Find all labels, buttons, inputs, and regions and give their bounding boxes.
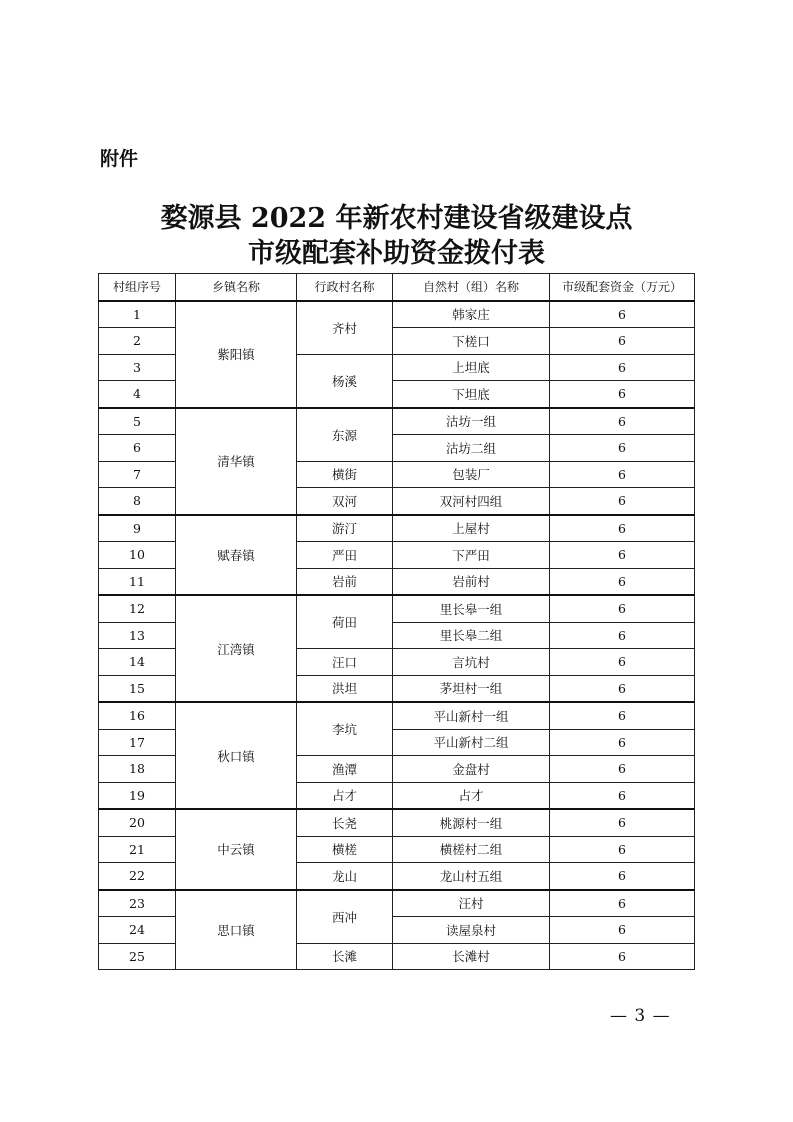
cell-serial-no: 21	[99, 836, 176, 863]
cell-funds: 6	[550, 408, 695, 435]
cell-township: 清华镇	[176, 408, 297, 515]
cell-serial-no: 14	[99, 649, 176, 676]
table-body	[99, 301, 695, 970]
cell-admin-village: 杨溪	[297, 354, 393, 408]
cell-funds: 6	[550, 568, 695, 595]
cell-natural-village: 平山新村一组	[393, 702, 550, 729]
cell-funds: 6	[550, 381, 695, 408]
attachment-label: 附件	[100, 148, 139, 170]
cell-natural-village: 沽坊一组	[393, 408, 550, 435]
cell-natural-village: 茅坦村一组	[393, 675, 550, 702]
cell-serial-no: 4	[99, 381, 176, 408]
header-serial-no: 村组序号	[99, 274, 176, 301]
cell-serial-no: 19	[99, 782, 176, 809]
cell-natural-village: 上坦底	[393, 354, 550, 381]
cell-serial-no: 10	[99, 542, 176, 569]
cell-admin-village: 齐村	[297, 301, 393, 355]
cell-funds: 6	[550, 836, 695, 863]
cell-admin-village: 占才	[297, 782, 393, 809]
cell-natural-village: 桃源村一组	[393, 809, 550, 836]
cell-admin-village: 龙山	[297, 863, 393, 890]
cell-funds: 6	[550, 890, 695, 917]
cell-admin-village: 游汀	[297, 515, 393, 542]
cell-funds: 6	[550, 542, 695, 569]
table-row	[99, 809, 695, 836]
cell-admin-village: 李坑	[297, 702, 393, 756]
cell-funds: 6	[550, 809, 695, 836]
cell-township: 思口镇	[176, 890, 297, 970]
cell-funds: 6	[550, 756, 695, 783]
cell-serial-no: 20	[99, 809, 176, 836]
header-row	[99, 274, 695, 301]
cell-funds: 6	[550, 649, 695, 676]
table-row	[99, 595, 695, 622]
document-title-line-1: 婺源县 2022 年新农村建设省级建设点	[160, 203, 633, 234]
cell-admin-village: 汪口	[297, 649, 393, 676]
document-title-line-2: 市级配套补助资金拨付表	[248, 238, 545, 269]
cell-funds: 6	[550, 863, 695, 890]
table-row	[99, 890, 695, 917]
cell-admin-village: 严田	[297, 542, 393, 569]
cell-natural-village: 里长皋一组	[393, 595, 550, 622]
cell-funds: 6	[550, 917, 695, 944]
cell-township: 江湾镇	[176, 595, 297, 702]
cell-funds: 6	[550, 515, 695, 542]
cell-township: 中云镇	[176, 809, 297, 890]
cell-natural-village: 读屋泉村	[393, 917, 550, 944]
cell-serial-no: 3	[99, 354, 176, 381]
cell-serial-no: 13	[99, 622, 176, 649]
cell-township: 秋口镇	[176, 702, 297, 809]
cell-funds: 6	[550, 354, 695, 381]
cell-natural-village: 沽坊二组	[393, 435, 550, 462]
cell-serial-no: 12	[99, 595, 176, 622]
cell-funds: 6	[550, 301, 695, 328]
cell-natural-village: 下坦底	[393, 381, 550, 408]
cell-serial-no: 5	[99, 408, 176, 435]
cell-natural-village: 双河村四组	[393, 488, 550, 515]
cell-funds: 6	[550, 435, 695, 462]
cell-admin-village: 岩前	[297, 568, 393, 595]
table-header	[99, 274, 695, 301]
cell-natural-village: 占才	[393, 782, 550, 809]
cell-natural-village: 下严田	[393, 542, 550, 569]
cell-funds: 6	[550, 702, 695, 729]
page-number: — 3 —	[610, 1006, 671, 1026]
cell-serial-no: 18	[99, 756, 176, 783]
cell-funds: 6	[550, 675, 695, 702]
cell-funds: 6	[550, 943, 695, 970]
cell-natural-village: 岩前村	[393, 568, 550, 595]
cell-serial-no: 24	[99, 917, 176, 944]
cell-funds: 6	[550, 595, 695, 622]
table-row	[99, 702, 695, 729]
cell-funds: 6	[550, 461, 695, 488]
cell-admin-village: 双河	[297, 488, 393, 515]
cell-natural-village: 里长皋二组	[393, 622, 550, 649]
cell-serial-no: 23	[99, 890, 176, 917]
cell-natural-village: 韩家庄	[393, 301, 550, 328]
cell-serial-no: 11	[99, 568, 176, 595]
cell-natural-village: 下槎口	[393, 328, 550, 355]
cell-admin-village: 西冲	[297, 890, 393, 944]
cell-serial-no: 1	[99, 301, 176, 328]
cell-serial-no: 15	[99, 675, 176, 702]
cell-serial-no: 2	[99, 328, 176, 355]
cell-natural-village: 长滩村	[393, 943, 550, 970]
cell-admin-village: 洪坦	[297, 675, 393, 702]
cell-natural-village: 龙山村五组	[393, 863, 550, 890]
cell-admin-village: 东源	[297, 408, 393, 462]
cell-admin-village: 横街	[297, 461, 393, 488]
cell-township: 赋春镇	[176, 515, 297, 596]
cell-natural-village: 汪村	[393, 890, 550, 917]
cell-natural-village: 金盘村	[393, 756, 550, 783]
cell-funds: 6	[550, 782, 695, 809]
cell-serial-no: 16	[99, 702, 176, 729]
table-row	[99, 515, 695, 542]
table-row	[99, 408, 695, 435]
header-funds: 市级配套资金（万元）	[550, 274, 695, 301]
cell-admin-village: 长滩	[297, 943, 393, 970]
funding-table	[98, 273, 695, 970]
header-township: 乡镇名称	[176, 274, 297, 301]
cell-admin-village: 横槎	[297, 836, 393, 863]
header-admin-village: 行政村名称	[297, 274, 393, 301]
cell-funds: 6	[550, 622, 695, 649]
cell-admin-village: 长尧	[297, 809, 393, 836]
cell-serial-no: 8	[99, 488, 176, 515]
cell-serial-no: 22	[99, 863, 176, 890]
cell-natural-village: 言坑村	[393, 649, 550, 676]
cell-serial-no: 7	[99, 461, 176, 488]
cell-natural-village: 平山新村二组	[393, 729, 550, 756]
table-row	[99, 301, 695, 328]
cell-serial-no: 6	[99, 435, 176, 462]
cell-admin-village: 荷田	[297, 595, 393, 649]
header-natural-village: 自然村（组）名称	[393, 274, 550, 301]
cell-funds: 6	[550, 488, 695, 515]
cell-serial-no: 9	[99, 515, 176, 542]
cell-natural-village: 横槎村二组	[393, 836, 550, 863]
cell-serial-no: 25	[99, 943, 176, 970]
cell-township: 紫阳镇	[176, 301, 297, 408]
cell-funds: 6	[550, 328, 695, 355]
cell-natural-village: 包装厂	[393, 461, 550, 488]
cell-admin-village: 渔潭	[297, 756, 393, 783]
cell-funds: 6	[550, 729, 695, 756]
cell-serial-no: 17	[99, 729, 176, 756]
cell-natural-village: 上屋村	[393, 515, 550, 542]
